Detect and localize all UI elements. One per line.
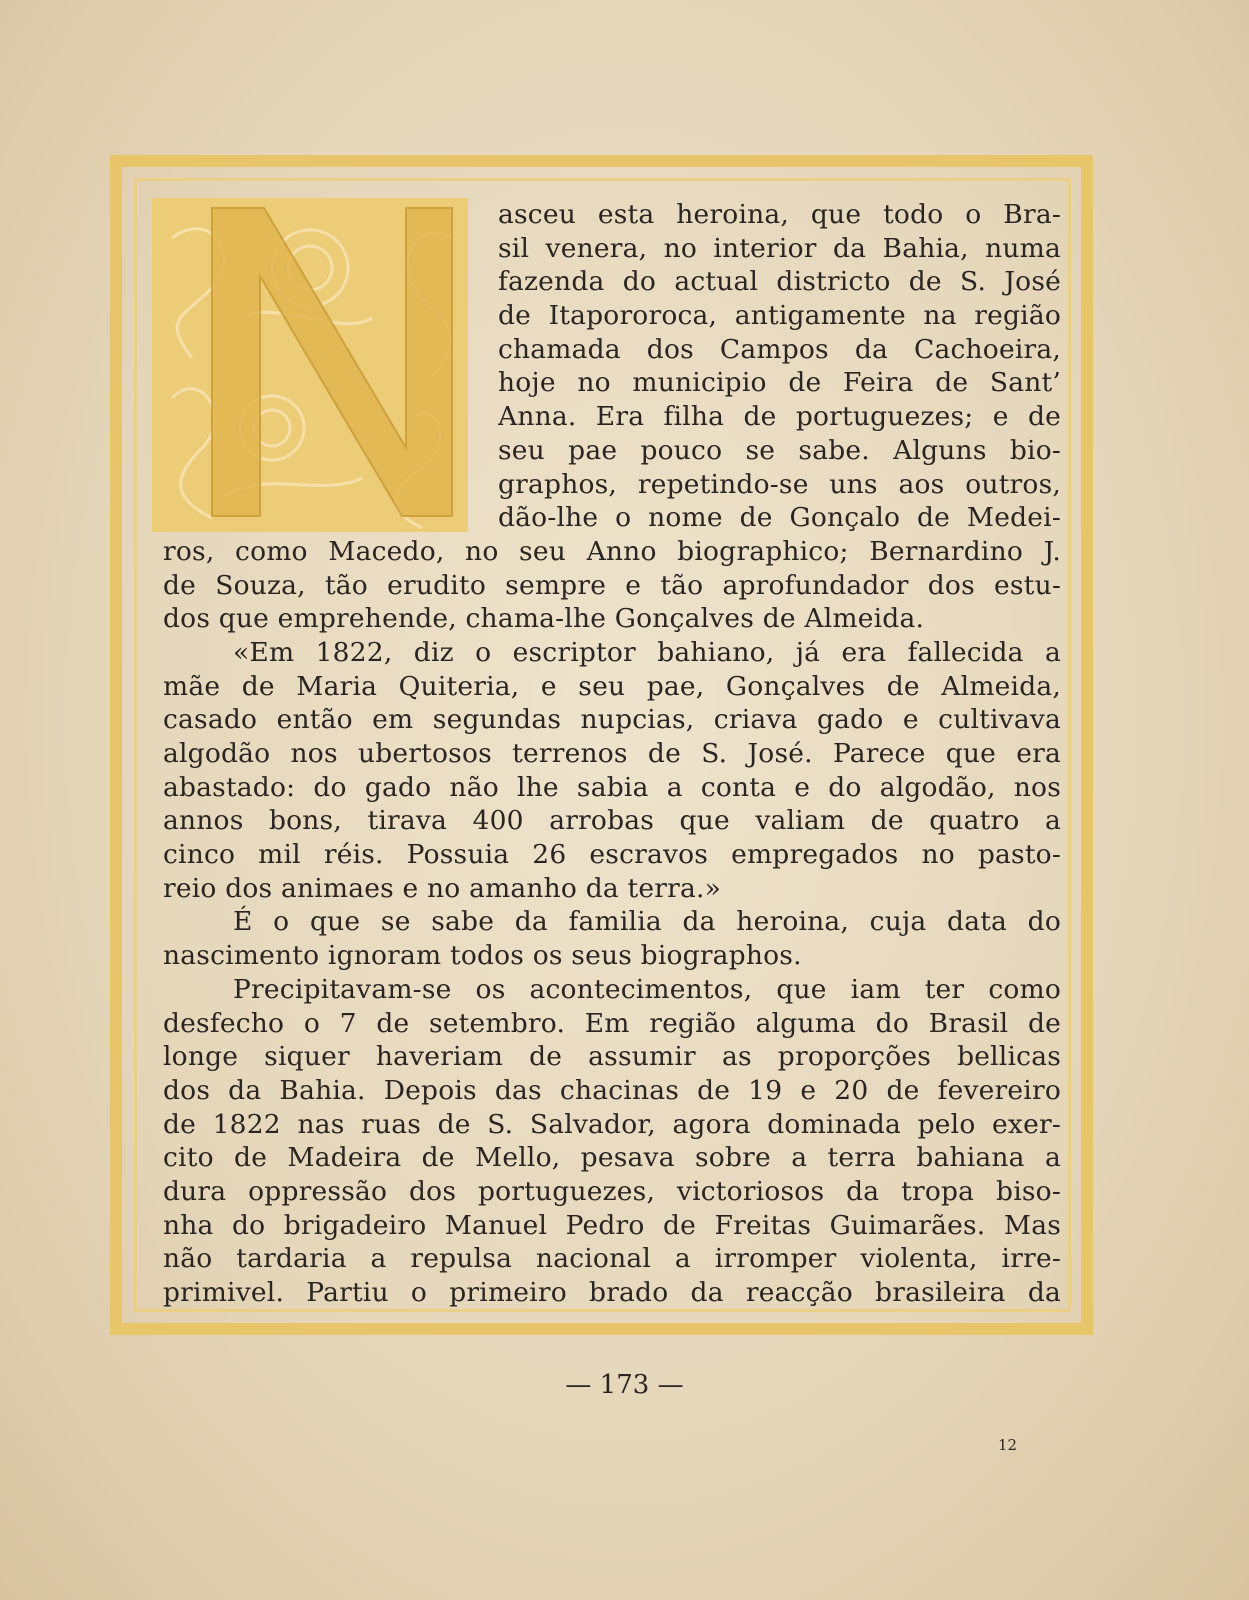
text-line: casado então em segundas nupcias, criava gado e cultivava (163, 704, 1061, 736)
text-line: desfecho o 7 de setembro. Em região alguma do Brasil de (163, 1007, 1061, 1039)
text-line: dos que emprehende, chama-lhe Gonçalves de Almeida. (163, 603, 925, 635)
text-line: mãe de Maria Quiteria, e seu pae, Gonçalves de Almeida, (163, 670, 1061, 702)
text-line: longe siquer haveriam de assumir as proporções bellicas (163, 1041, 1061, 1073)
text-line: não tardaria a repulsa nacional a irromper violenta, irre- (163, 1243, 1061, 1275)
text-line: dão-lhe o nome de Gonçalo de Medei- (498, 502, 1061, 534)
text-line: asceu esta heroina, que todo o Bra- (498, 199, 1061, 230)
text-line: seu pae pouco se sabe. Alguns bio- (498, 434, 1061, 466)
text-line: dos da Bahia. Depois das chacinas de 19 e 20 de fevereiro (163, 1074, 1061, 1106)
text-line: cito de Madeira de Mello, pesava sobre a terra bahiana a (163, 1142, 1061, 1174)
text-line: de Souza, tão erudito sempre e tão aprofundador dos estu- (163, 569, 1061, 601)
text-line: primivel. Partiu o primeiro brado da reacção brasileira da (163, 1277, 1061, 1308)
text-line: nascimento ignoram todos os seus biographos. (163, 940, 802, 972)
text-line: annos bons, tirava 400 arrobas que valiam de quatro a (163, 805, 1061, 837)
text-line: abastado: do gado não lhe sabia a conta e do algodão, nos (163, 771, 1061, 803)
text-line: hoje no municipio de Feira de Sant’ (498, 367, 1061, 399)
text-line: chamada dos Campos da Cachoeira, (498, 333, 1061, 365)
text-line: cinco mil réis. Possuia 26 escravos empregados no pasto- (163, 839, 1061, 871)
text-line: sil venera, no interior da Bahia, numa (498, 232, 1061, 264)
text-line: É o que se sabe da familia da heroina, cuja data do (233, 906, 1061, 938)
text-line: Precipitavam-se os acontecimentos, que iam ter como (233, 973, 1061, 1005)
page-number: — 173 — (565, 1370, 684, 1400)
text-line: fazenda do actual districto de S. José (498, 266, 1061, 298)
signature-mark: 12 (998, 1436, 1018, 1454)
text-line: ros, como Macedo, no seu Anno biographico; Bernardino J. (163, 535, 1061, 567)
text-line: reio dos animaes e no amanho da terra.» (163, 872, 721, 904)
text-line: Anna. Era filha de portuguezes; e de (498, 401, 1061, 433)
text-line: algodão nos ubertosos terrenos de S. José. Parece que era (163, 738, 1061, 769)
text-line: de Itapororoca, antigamente na região (498, 300, 1061, 332)
text-line: «Em 1822, diz o escriptor bahiano, já era fallecida a (233, 636, 1061, 668)
text-line: de 1822 nas ruas de S. Salvador, agora dominada pelo exer- (163, 1108, 1061, 1140)
text-line: graphos, repetindo-se uns aos outros, (498, 468, 1061, 500)
body-text (163, 198, 1061, 1310)
text-line: nha do brigadeiro Manuel Pedro de Freitas Guimarães. Mas (163, 1209, 1061, 1241)
text-line: dura oppressão dos portuguezes, victoriosos da tropa biso- (163, 1175, 1061, 1207)
